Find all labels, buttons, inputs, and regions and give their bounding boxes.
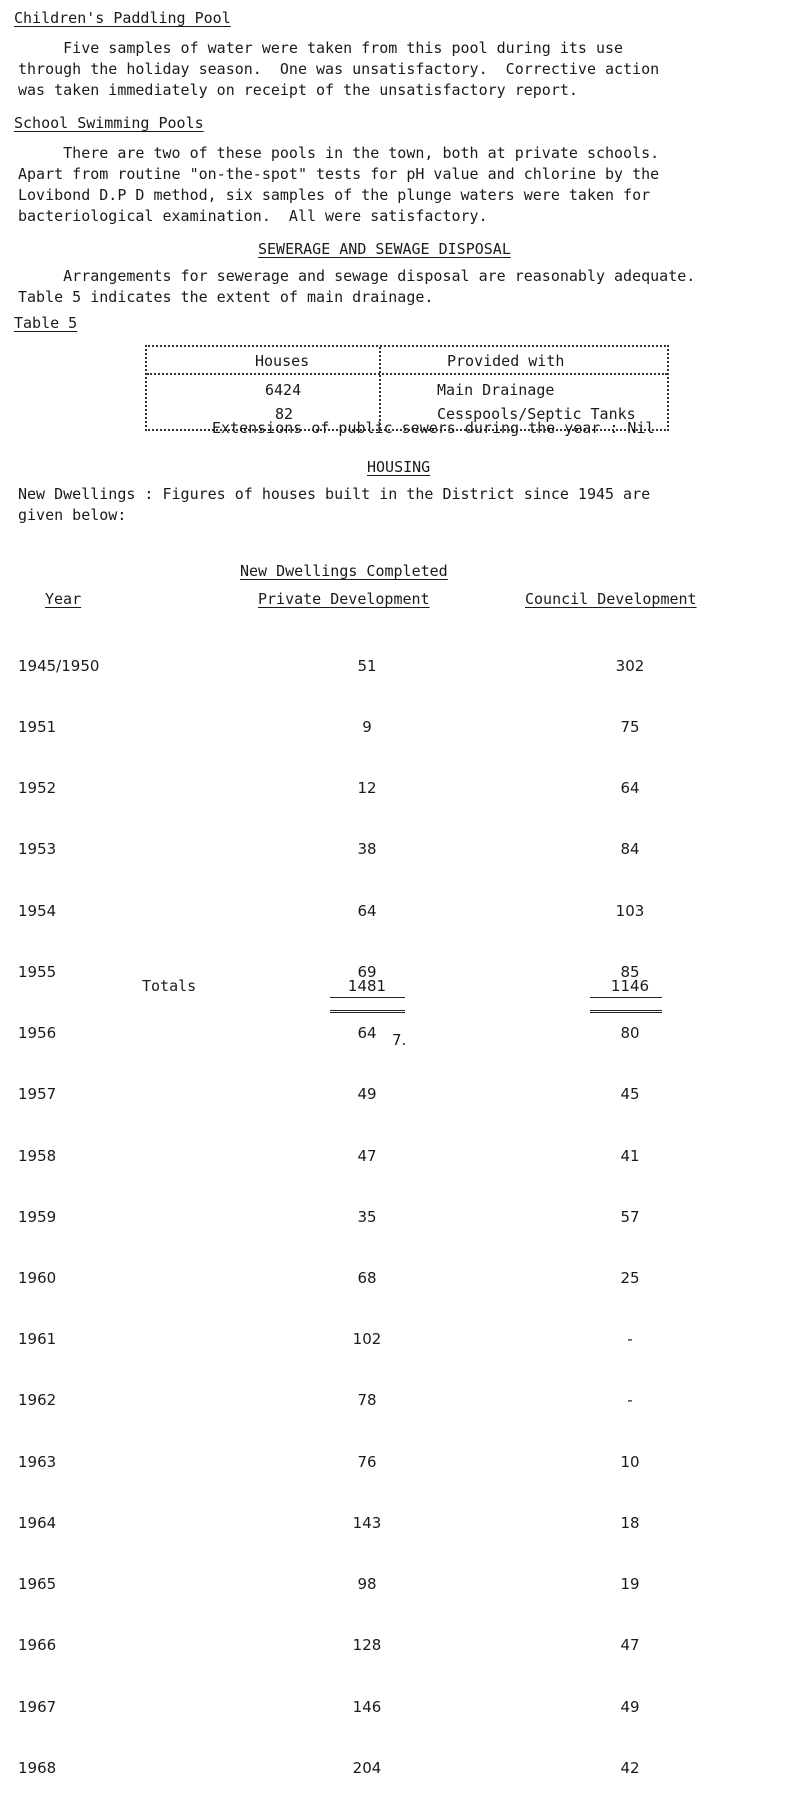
table-row-private: 76 bbox=[357, 1452, 377, 1471]
table-row-council: - bbox=[627, 1330, 633, 1349]
dwellings-council-column bbox=[590, 615, 670, 1799]
table-row-private: 146 bbox=[352, 1697, 382, 1716]
table-row-year: 1960 bbox=[18, 1269, 57, 1287]
dwellings-col-council: Council Development bbox=[525, 590, 697, 608]
table-row-year: 1956 bbox=[18, 1024, 57, 1043]
table-row-private: 49 bbox=[357, 1085, 377, 1104]
dwellings-private-column bbox=[327, 615, 407, 1799]
table-row-private: 204 bbox=[352, 1758, 382, 1777]
table-row-year: 1964 bbox=[18, 1513, 57, 1532]
table-row-council: 45 bbox=[620, 1085, 640, 1104]
table-row-year: 1953 bbox=[18, 840, 57, 859]
table-row-year: 1954 bbox=[18, 901, 57, 920]
private-total-rule bbox=[330, 1010, 405, 1013]
table-row-council: 57 bbox=[620, 1207, 640, 1226]
table-row-year: 1961 bbox=[18, 1330, 57, 1349]
table-row-private: 38 bbox=[357, 840, 377, 859]
table-row-council: 103 bbox=[615, 901, 645, 920]
table-row-year: 1959 bbox=[18, 1207, 57, 1226]
table-row-private: 64 bbox=[357, 901, 377, 920]
table-row-council: 75 bbox=[620, 718, 640, 737]
table-row-private: 98 bbox=[357, 1575, 377, 1594]
table-row-private: 35 bbox=[357, 1207, 377, 1226]
table-row-year: 1963 bbox=[18, 1452, 57, 1471]
table-row-year: 1958 bbox=[18, 1146, 57, 1165]
table-row-year: 1945/1950 bbox=[18, 656, 100, 675]
table-row-council: 302 bbox=[615, 656, 645, 675]
dwellings-col-private: Private Development bbox=[258, 590, 430, 608]
table-row-private: 69 bbox=[357, 962, 377, 981]
table-row-private: 47 bbox=[357, 1146, 377, 1165]
table5-row1-houses: 6424 bbox=[265, 381, 302, 399]
table-row-council: 42 bbox=[620, 1758, 640, 1777]
table5-row1-provided: Main Drainage bbox=[437, 381, 555, 399]
table-row-council: 10 bbox=[620, 1452, 640, 1471]
page-number: 7. bbox=[392, 1031, 407, 1049]
school-pools-heading: School Swimming Pools bbox=[14, 114, 204, 132]
housing-heading: HOUSING bbox=[367, 458, 431, 476]
dwellings-col-year: Year bbox=[45, 590, 82, 608]
dwellings-group-header: New Dwellings Completed bbox=[240, 562, 448, 580]
total-council: 1146 bbox=[610, 977, 650, 995]
table-row-council: 84 bbox=[620, 840, 640, 859]
table-row-private: 102 bbox=[352, 1330, 382, 1349]
table-row-year: 1967 bbox=[18, 1697, 57, 1716]
school-pools-text: There are two of these pools in the town, both at private schools. Apart from routine "on-the-spot" tests for pH value and chlorine by the Lovibond D.P D method, six samples of the plunge waters were taken for bacteriological examination. All were satisfactory. bbox=[18, 144, 660, 225]
table-row-year: 1962 bbox=[18, 1391, 57, 1410]
sewerage-text: Arrangements for sewerage and sewage disposal are reasonably adequate. Table 5 indicates the extent of main drainage. bbox=[18, 267, 696, 306]
table-row-private: 51 bbox=[357, 656, 377, 675]
table-row-private: 9 bbox=[362, 718, 372, 737]
table-row-year: 1952 bbox=[18, 779, 57, 798]
total-private: 1481 bbox=[347, 977, 387, 995]
housing-text: New Dwellings : Figures of houses built in the District since 1945 are given below: bbox=[18, 485, 651, 524]
table-row-council: 85 bbox=[620, 962, 640, 981]
table-row-council: 64 bbox=[620, 779, 640, 798]
table-row-year: 1955 bbox=[18, 962, 57, 981]
paddling-pool-heading: Children's Paddling Pool bbox=[14, 9, 231, 27]
table-row-council: 47 bbox=[620, 1636, 640, 1655]
table5-header-divider bbox=[147, 373, 667, 375]
table5-row2-houses: 82 bbox=[275, 405, 294, 423]
table-row-private: 143 bbox=[352, 1513, 382, 1532]
private-subtotal-rule bbox=[330, 997, 405, 998]
table-row-private: 78 bbox=[357, 1391, 377, 1410]
table-row-council: 25 bbox=[620, 1269, 640, 1287]
sewerage-heading: SEWERAGE AND SEWAGE DISPOSAL bbox=[258, 240, 511, 258]
table-row-council: 41 bbox=[620, 1146, 640, 1165]
dwellings-year-column bbox=[18, 615, 99, 1799]
table-row-year: 1968 bbox=[18, 1758, 57, 1777]
table5-label: Table 5 bbox=[14, 314, 78, 332]
totals-label: Totals bbox=[142, 977, 197, 995]
table-row-council: 19 bbox=[620, 1575, 640, 1594]
table5-row2-provided: Cesspools/Septic Tanks bbox=[437, 405, 636, 423]
table-row-year: 1965 bbox=[18, 1575, 57, 1594]
extensions-text: Extensions of public sewers during the year : Nil bbox=[212, 419, 655, 437]
table-row-private: 12 bbox=[357, 779, 377, 798]
council-total-rule bbox=[590, 1010, 662, 1013]
table-row-private: 128 bbox=[352, 1636, 382, 1655]
table-row-private: 68 bbox=[357, 1269, 377, 1287]
table-row-year: 1951 bbox=[18, 718, 57, 737]
table-row-year: 1966 bbox=[18, 1636, 57, 1655]
table-row-private: 64 bbox=[357, 1024, 377, 1043]
table-row-council: 80 bbox=[620, 1024, 640, 1043]
table5-column-divider bbox=[379, 347, 381, 429]
table5-header-provided: Provided with bbox=[447, 352, 565, 370]
table5-header-houses: Houses bbox=[255, 352, 310, 370]
table-row-council: 18 bbox=[620, 1513, 640, 1532]
paddling-pool-text: Five samples of water were taken from this pool during its use through the holiday season. One was unsatisfactory. Corrective action was taken immediately on receipt of the unsatisfactory report. bbox=[18, 39, 660, 99]
council-subtotal-rule bbox=[590, 997, 662, 998]
table-row-year: 1957 bbox=[18, 1085, 57, 1104]
table-row-council: - bbox=[627, 1391, 633, 1410]
table-row-council: 49 bbox=[620, 1697, 640, 1716]
